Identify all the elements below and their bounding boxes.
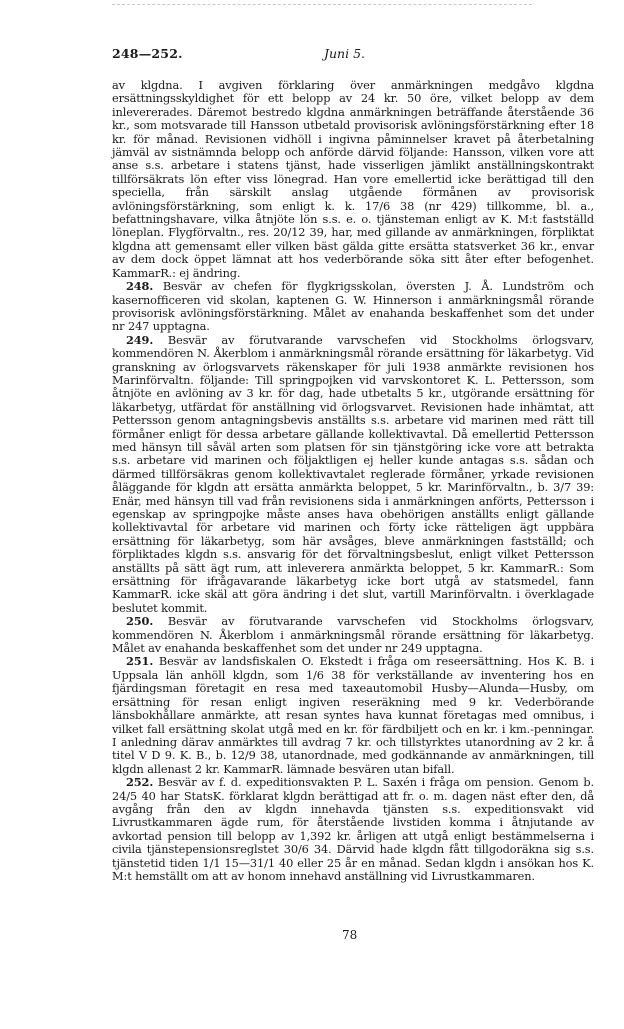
page-range: 248—252.: [112, 46, 183, 61]
top-edge-rule: [112, 4, 532, 6]
paragraph-text: Besvär av förutvarande varvschefen vid Stockholms örlogsvarv, kommendören N. Åkerblom i anmärkningsmål rörande ersättning för läkarbetyg. Målet av enahanda beskaffenhet som det under nr 249 upptagna.: [112, 614, 594, 656]
body-text: [112, 79, 594, 883]
page-header: [112, 46, 587, 64]
paragraph-248: [112, 280, 594, 334]
paragraph-text: Besvär av förutvarande varvschefen vid Stockholms örlogsvarv, kommendören N. Åkerblom i anmärkningsmål rörande ersättning för läkarbetyg. Vid granskning av örlogsvarvets räkenskaper för juli 1938 anmärkte revisionen hos Marinförvaltn. följande: Till springpojken vid varvskontoret K. L. Pettersson, som åtnjöte en avlöning av 3 kr. för dag, hade utbetalts 5 kr., utgörande ersättning för läkarbetyg, utfärdat för anställning vid örlogsvarvet. Revisionen hade inhämtat, att Pettersson genom antagningsbevis anställts s.s. arbetare vid marinen med rätt till förmåner enligt för dessa arbetare gällande kollektivavtal. Då emellertid Pettersson med hänsyn till såväl arten som platsen för sin tjänstgöring icke vore att betrakta s.s. arbetare vid marinen och följaktligen ej heller kunde antagas s.s. sådan och därmed tillförsäkras genom kollektivavtalet reglerade förmåner, yrkade revisionen åläggande för klgdn att ersätta anmärkta beloppet, 5 kr. Marinförvaltn., b. 3/7 39: Enär, med hänsyn till vad från revisionens sida i anmärkningen anförts, Pettersson i egenskap av springpojke måste anses hava obehörigen anställts enligt gällande kollektivavtal för arbetare vid marinen och förty icke rätteligen ägt uppbära ersättning för läkarbetyg, som här avsåges, bleve anmärkningen fastställd; och förpliktades klgdn s.s. ansvarig för det förvaltningsbeslut, enligt vilket Pettersson anställts på sätt ägt rum, att inleverera anmärkta beloppet, 5 kr. KammarR.: Som ersättning för ifrågavarande läkarbetyg icke bort utgå av statsmedel, fann KammarR. icke skäl att göra ändring i det slut, vartill Marinförvaltn. i överklagade beslutet kommit.: [112, 332, 594, 615]
section-number: 252.: [126, 775, 154, 790]
paragraph-text: av klgdna. I avgiven förklaring över anmärkningen medgåvo klgdna ersättningsskyldighet för ett belopp av 24 kr. 50 öre, vilket belopp av dem inlevererades. Däremot bestredo klgdna anmärkningen beträffande återstående 36 kr., som motsvarade till Hansson utbetald provisorisk avlöningsförstärkning efter 18 kr. för månad. Revisionen vidhöll i ingivna påminnelser kravet på återbetalning jämväl av sistnämnda belopp och anförde därvid följande: Hansson, vilken vore att anse s.s. arbetare i statens tjänst, hade visserligen jämlikt anställningskontrakt tillförsäkrats lön efter viss lönegrad. Han vore emellertid icke berättigad till den speciella, från särskilt anslag utgående förmånen av provisorisk avlöningsförstärkning, som enligt k. k. 17/6 38 (nr 429) tillkomme, bl. a., befattningshavare, vilka åtnjöte lön s.s. e. o. tjänsteman enligt av K. M:t fastställd löneplan. Flygförvaltn., res. 20/12 39, har, med gillande av anmärkningen, förpliktat klgdna att gemensamt eller vilken bäst gälda gitte ersätta statsverket 36 kr., envar av dem dock öppet lämnat att hos vederbörande söka sitt åter efter befogenhet. KammarR.: ej ändring.: [112, 78, 594, 280]
section-number: 251.: [126, 654, 154, 669]
section-number: 250.: [126, 614, 154, 629]
paragraph-250: [112, 615, 594, 655]
running-head: Juni 5.: [324, 46, 366, 61]
paragraph-252: [112, 776, 594, 883]
section-number: 249.: [126, 332, 154, 347]
paragraph-continuation: [112, 79, 594, 280]
paragraph-251: [112, 655, 594, 776]
paragraph-249: [112, 334, 594, 616]
paragraph-text: Besvär av landsfiskalen O. Ekstedt i fråga om reseersättning. Hos K. B. i Uppsala län anhöll klgdn, som 1/6 38 för verkställande av inventering hos en fjärdingsman företagit en resa med taxeautomobil Husby—Alunda—Husby, om ersättning för resan enligt ingiven reseräkning med 9 kr. Vederbörande länsbokhållare anmärkte, att resan syntes hava kunnat företagas med omnibus, i vilket fall ersättning skolat utgå med en kr. för färdbiljett och en kr. i km.-penningar. I anledning därav anmärktes till avdrag 7 kr. och tillstyrktes utanordning av 2 kr. å titel V D 9. K. B., b. 12/9 38, utanordnade, med godkännande av anmärkningen, till klgdn allenast 2 kr. KammarR. lämnade besvären utan bifall.: [112, 654, 594, 776]
section-number: 248.: [126, 279, 154, 294]
paragraph-text: Besvär av f. d. expeditionsvakten P. L. Saxén i fråga om pension. Genom b. 24/5 40 har StatsK. förklarat klgdn berättigad att fr. o. m. dagen näst efter den, då avgång från den av klgdn innehavda tjänsten s.s. expeditionsvakt vid Livrustkammaren ägde rum, för återstående livstiden komma i åtnjutande av avkortad pension till belopp av 1,392 kr. årligen att utgå enligt bestämmelserna i civila tjänstepensionsreglstet 30/6 34. Därvid hade klgdn fått tillgodoräkna sig s.s. tjänstetid tiden 1/1 15—31/1 40 eller 25 år en månad. Sedan klgdn i ansökan hos K. M:t hemställt om att av honom innehavd anställning vid Livrustkammaren.: [112, 775, 594, 883]
paragraph-text: Besvär av chefen för flygkrigsskolan, översten J. Å. Lundström och kasernofficeren vid skolan, kaptenen G. W. Hinnerson i anmärkningsmål rörande provisorisk avlöningsförstärkning. Målet av enahanda beskaffenhet som det under nr 247 upptagna.: [112, 279, 594, 334]
page-number: 78: [342, 928, 358, 942]
